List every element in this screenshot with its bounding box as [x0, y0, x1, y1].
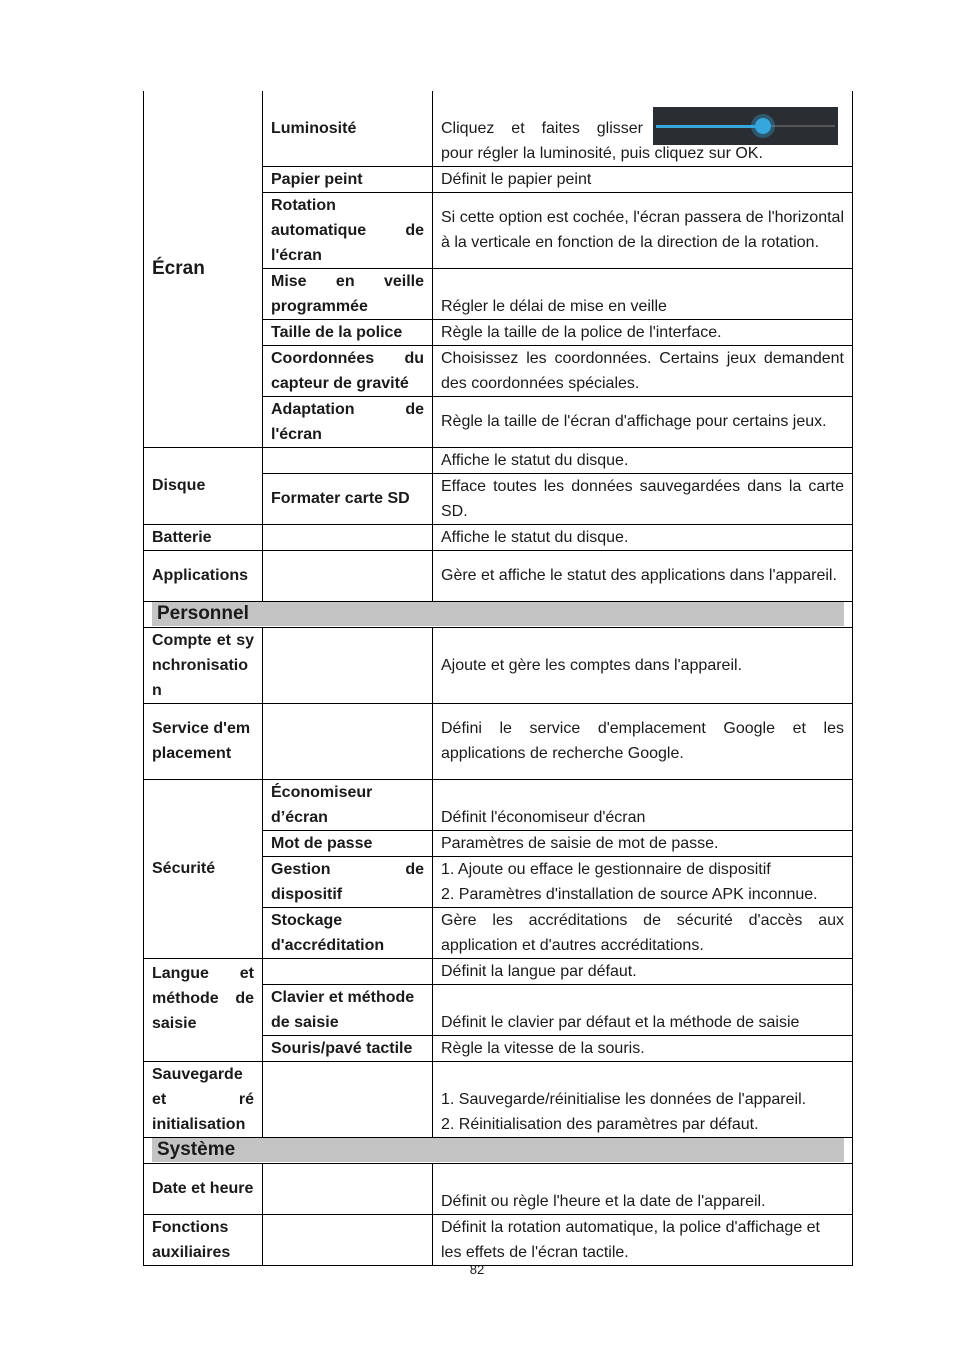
table-row	[144, 779, 853, 830]
setting-desc: Choisissez les coordonnées. Certains jeux demandent des coordonnées spéciales.	[433, 345, 853, 396]
setting-label	[263, 447, 433, 473]
setting-label: Coordonnées du capteur de gravité	[263, 345, 433, 396]
setting-label	[263, 550, 433, 601]
setting-label: Rotation automatique de l'écran	[263, 192, 433, 268]
table-row	[144, 1214, 853, 1265]
setting-label: Économiseur d’écran	[263, 779, 433, 830]
category-ecran: Écran	[144, 91, 263, 447]
setting-desc: Règle la taille de la police de l'interface.	[433, 319, 853, 345]
setting-desc	[433, 91, 853, 166]
table-row	[144, 91, 853, 166]
category-batterie: Batterie	[144, 524, 263, 550]
category-date: Date et heure	[144, 1163, 263, 1214]
setting-label: Stockage d'accréditation	[263, 907, 433, 958]
section-title: Personnel	[152, 602, 844, 626]
setting-label: Mise en veille programmée	[263, 268, 433, 319]
setting-label: Papier peint	[263, 166, 433, 192]
slider-rest-track	[763, 125, 835, 127]
setting-desc	[433, 1061, 853, 1137]
category-sauvegarde: Sauvegarde et ré initialisation	[144, 1061, 263, 1137]
setting-desc: Définit la rotation automatique, la police d'affichage et les effets de l'écran tactile.	[433, 1214, 853, 1265]
setting-desc: Paramètres de saisie de mot de passe.	[433, 830, 853, 856]
setting-label	[263, 1061, 433, 1137]
setting-desc: Défini le service d'emplacement Google et les applications de recherche Google.	[433, 703, 853, 779]
table-row	[144, 1163, 853, 1214]
setting-desc: Affiche le statut du disque.	[433, 447, 853, 473]
setting-desc-text: Cliquez et faites glisser	[441, 119, 643, 137]
setting-desc: Règle la taille de l'écran d'affichage pour certains jeux.	[433, 396, 853, 447]
setting-label: Luminosité	[263, 91, 433, 166]
table-row	[144, 550, 853, 601]
section-row	[144, 601, 853, 627]
slider-track	[656, 125, 763, 128]
table-row	[144, 447, 853, 473]
setting-desc: Définit l'économiseur d'écran	[433, 779, 853, 830]
setting-desc: Efface toutes les données sauvegardées dans la carte SD.	[433, 473, 853, 524]
setting-label	[263, 703, 433, 779]
setting-desc-line: 1. Sauvegarde/réinitialise les données de l'appareil.	[441, 1090, 807, 1108]
slider-knob[interactable]	[755, 118, 771, 134]
table-row	[144, 627, 853, 703]
setting-desc-line: 2. Paramètres d'installation de source APK inconnue.	[441, 885, 818, 903]
category-service: Service d'emplacement	[144, 703, 263, 779]
setting-desc	[433, 856, 853, 907]
setting-desc: Définit le papier peint	[433, 166, 853, 192]
category-langue: Langue et méthode de saisie	[144, 958, 263, 1061]
setting-label: Souris/pavé tactile	[263, 1035, 433, 1061]
brightness-slider[interactable]	[653, 107, 838, 145]
setting-desc-line: 2. Réinitialisation des paramètres par défaut.	[441, 1115, 759, 1133]
setting-desc: Définit la langue par défaut.	[433, 958, 853, 984]
category-fonctions: Fonctions auxiliaires	[144, 1214, 263, 1265]
table-row	[144, 1061, 853, 1137]
setting-label: Clavier et méthode de saisie	[263, 984, 433, 1035]
setting-desc: Définit ou règle l'heure et la date de l'appareil.	[433, 1163, 853, 1214]
category-disque: Disque	[144, 447, 263, 524]
setting-desc-text: pour régler la luminosité, puis cliquez sur OK.	[441, 144, 763, 162]
setting-desc: Si cette option est cochée, l'écran passera de l'horizontal à la verticale en fonction de la direction de la rotation.	[433, 192, 853, 268]
setting-desc-line: 1. Ajoute ou efface le gestionnaire de dispositif	[441, 860, 771, 878]
category-securite: Sécurité	[144, 779, 263, 958]
setting-label	[263, 1163, 433, 1214]
setting-label	[263, 524, 433, 550]
setting-desc: Définit le clavier par défaut et la méthode de saisie	[433, 984, 853, 1035]
table-row	[144, 703, 853, 779]
section-row	[144, 1137, 853, 1163]
page-number: 82	[469, 1262, 485, 1277]
section-title: Système	[152, 1138, 844, 1162]
section-systeme	[144, 1137, 853, 1163]
table-row	[144, 524, 853, 550]
setting-label	[263, 958, 433, 984]
setting-label: Mot de passe	[263, 830, 433, 856]
setting-label: Formater carte SD	[263, 473, 433, 524]
section-personnel	[144, 601, 853, 627]
category-applications: Applications	[144, 550, 263, 601]
setting-desc: Gère et affiche le statut des applications dans l'appareil.	[433, 550, 853, 601]
setting-desc: Affiche le statut du disque.	[433, 524, 853, 550]
table-row	[144, 958, 853, 984]
setting-desc: Règle la vitesse de la souris.	[433, 1035, 853, 1061]
setting-desc: Régler le délai de mise en veille	[433, 268, 853, 319]
setting-label: Gestion de dispositif	[263, 856, 433, 907]
settings-table	[143, 91, 853, 1266]
setting-desc: Gère les accréditations de sécurité d'accès aux application et d'autres accréditations.	[433, 907, 853, 958]
category-compte: Compte et synchronisation	[144, 627, 263, 703]
setting-label	[263, 627, 433, 703]
setting-label: Taille de la police	[263, 319, 433, 345]
setting-desc: Ajoute et gère les comptes dans l'appareil.	[433, 627, 853, 703]
setting-label	[263, 1214, 433, 1265]
setting-label: Adaptation de l'écran	[263, 396, 433, 447]
